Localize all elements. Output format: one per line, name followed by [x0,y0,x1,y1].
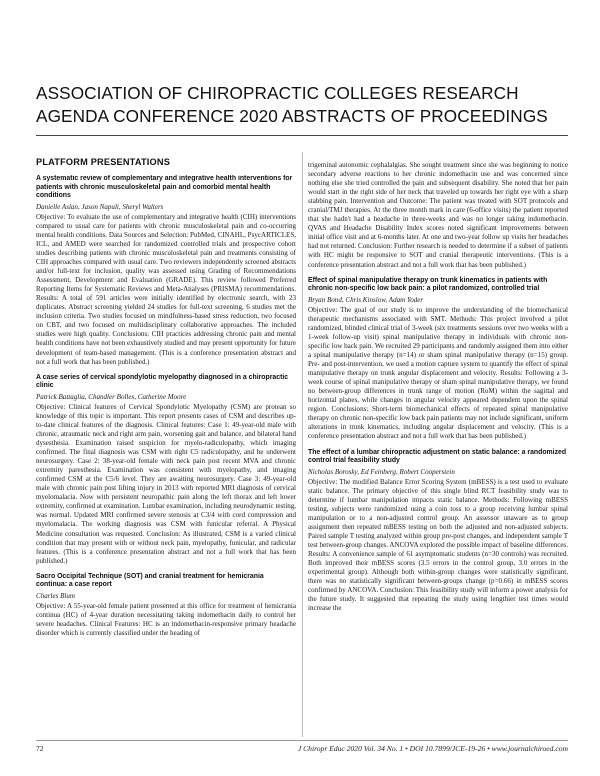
journal-citation: J Chiropr Educ 2020 Vol. 34 No. 1 • DOI 10.7899/JCE-19-26 • www.journalchiroed.com [297,744,568,753]
abstract-title: Sacro Occipital Technique (SOT) and cranial treatment for hemicrania continua: a case report [36,572,264,589]
abstract-title: The effect of a lumbar chiropractic adjustment on static balance: a randomized control trial feasibility study [308,448,567,465]
abstract-authors: Bryan Bond, Chris Kinslow, Adam Yoder [308,295,424,304]
section-heading: PLATFORM PRESENTATIONS [36,157,171,167]
abstract-authors: Charles Blum [36,591,75,600]
footer-rule [36,740,568,741]
abstract-body: Objective: A 55-year-old female patient presented at this office for treatment of hemicrania continua (HC) of 4-year duration necessitating taking indomethacin daily to control her severe headaches. Clinical Features: HC is an indomethacin-responsive primary headache disorder which is currently classified under the heading of [36,601,296,638]
abstract-body: Objective: The modified Balance Error Scoring System (mBESS) is a test used to evaluate static balance. The primary objective of this single blind RCT feasibility study was to determine if lumbar manipulation impacts static balance. Methods: Following mBESS testing, subjects were randomized using a coin toss to a group receiving lumbar spinal manipulation or to a non-adjusted control group. An assessor unaware as to group assignment then repeated mBESS testing on both the adjusted and non-adjusted subjects. Paired sample T testing analyzed within group pre-post changes, and independent sample T test between-group changes. ANCOVA explored the possible impact of baseline differences. Results: A convenience sample of 61 asymptomatic students (n=30 controls) was recruited. Both improved their mBESS scores (3.5 errors in the control group, 3.0 errors in the experimental group). Although both within-group changes were statistically significant, there was no statistically significant between-groups change (p=0.66) in mBESS scores confirmed by ANCOVA. Conclusion: This feasibility study will inform a power analysis for the future study. It suggested that repeating the study using lengthier test times would increase the [308,477,568,613]
abstract-body: Objective: Clinical features of Cervical Spondylotic Myelopathy (CSM) are protean so knowledge of this topic is important. This report presents cases of CSM and describes up-to-date clinical features of the diagnosis. Clinical features: Case 1: 49-year-old male with chronic, atraumatic neck and right arm pain, worsening gait and balance, and bilateral hand dysesthesia. Examination raised suspicion for myelo-radiculopathy, which imaging confirmed. The final diagnosis was CSM with right C5 radiculopathy, and he underwent neurosurgery. Case 2: 38-year-old female with neck pain post recent MVA and chronic extremity paresthesia. Examination was consistent with myelopathy, and imaging confirmed CSM at the C5/6 level. They are awaiting neurosurgery. Case 3: 49-year-old male with chronic pain post lifting injury in 2013 with reported MRI diagnosis of cervical myelomalacia. Now with persistent neuropathic pain along the left thorax and left lower extremity, confirmed at examination. Lumbar examination, including neurodynamic testing, was normal. Updated MRI confirmed severe stenosis at C3/4 with cord compression and myelomalacia. The working diagnosis was CSM with funicular referral. A Physical Medicine consultation was requested. Conclusion: As illustrated, CSM is a varied clinical condition that may present with or without neck pain, myelopathy, funicular, and radicular features. (This is a conference presentation abstract and not a full work that has been published.) [36,402,296,565]
abstract-body: Objective: The goal of our study is to improve the understanding of the biomechanical therapeutic mechanisms associated with SMT. Methods: This project involved a pilot randomized, blinded clinical trial of 3-week (six treatments sessions over two weeks with a 1-week follow-up visit) spinal manipulative therapy in individuals with chronic non-specific low back pain. We recruited 29 participants and randomly assigned them into either a spinal manipulative therapy (n=14) or sham spinal manipulative therapy (n=15) group. Pre- and post-intervention, we used a motion capture system to quantify the effect of spinal manipulative therapy on trunk angular displacement and velocity. Results: Following a 3-week course of spinal manipulative therapy or sham spinal manipulative therapy, we found no between-group differences in trunk range of motion (RoM) within the sagittal and horizontal planes, while changes in angular velocity appeared dependent upon the spinal region. Conclusions: Short-term biomechanical effects of repeated spinal manipulative therapy on chronic non-specific low back pain patients may not include significant, uniform alterations in trunk kinematics, including angular displacement and velocity. (This is a conference presentation abstract and not a full work that has been published.) [308,305,568,441]
abstract [308,449,568,614]
abstract [36,573,296,638]
page-title: ASSOCIATION OF CHIROPRACTIC COLLEGES RESEARCH AGENDA CONFERENCE 2020 ABSTRACTS OF PROCEEDINGS [36,83,548,126]
page-footer [36,744,568,756]
column-divider [302,152,303,737]
left-column [36,175,296,737]
abstract-continuation [308,161,568,270]
abstract-authors: Danielle Aslan, Jason Napuli, Sheryl Walters [36,202,164,211]
abstract-body: Objective: To evaluate the use of complementary and integrative health (CIH) interventions compared to usual care for patients with chronic musculoskeletal pain and co-occurring mental health conditions. Data Sources and Selection: PubMed, CINAHL, PsycARTICLES, ICL, and AMED were searched for randomized controlled trials and prospective cohort studies describing patients with chronic musculoskeletal pain and treatments consisting of CIH approaches compared with usual care. Two reviewers independently screened abstracts and/or full-text for inclusion, quality was assessed using Grading of Recommendations Assessment, Development and Evaluation (GRADE). This review followed Preferred Reporting Items for Systematic Reviews and Meta-Analyses (PRISMA) recommendations. Results: A total of 591 articles were initially identified by electronic search, with 23 duplicates. Abstract screening yielded 24 studies for full-text screening, 6 studies met the inclusion criteria. Two studies focused on mindfulness-based stress reduction, two focused on CBT, and two focused on multidisciplinary collaborative approaches. The included studies were high quality. Conclusions: CIH practices addressing chronic pain and mental health conditions have not been exhaustively studied and may present opportunity for future development of team-based management. (This is a conference presentation abstract and not a full work that has been published.) [36,212,296,366]
page-number: 72 [36,744,44,753]
abstract-body: trigeminal autonomic cephalalgias. She sought treatment since she was beginning to notice secondary adverse reactions to her chronic indomethacin use and was concerned since nothing else she tried controlled the pain and subsequent disability. She noted that her pain would start in the right side of her neck that traveled up towards her right eye with a sharp stabbing pain. Intervention and Outcome: The patient was treated with SOT protocols and cranial/TMJ therapies. At the three month mark in care (6-office visits) the patient reported that she hadn't had a headache in three-weeks and was no longer taking indomethacin. QVAS and Headache Disability Index scores noted significant improvements between initial office visit and at 6-months later. At one and two-year follow up visits her headaches had not returned. Conclusion: Further research is needed to determine if a subset of patients with HC might be responsive to SOT and cranial therapeutic interventions. (This is a conference presentation abstract and not a full work that has been published.) [308,161,568,269]
abstract-title: Effect of spinal manipulative therapy on trunk kinematics in patients with chronic non-specific low back pain: a pilot randomized, controlled trial [308,276,548,293]
header-rule [36,135,568,136]
abstract-title: A case series of cervical spondylotic myelopathy diagnosed in a chiropractic clinic [36,373,289,390]
abstract-authors: Nicholas Borosky, Ed Feinberg, Robert Cooperstein [308,467,455,476]
right-column [308,161,568,737]
abstract-authors: Patrick Battaglia, Chandler Bolles, Catherine Moore [36,392,187,401]
abstract-title: A systematic review of complementary and integrative health interventions for patients with chronic musculoskeletal pain and comorbid mental health conditions [36,175,293,200]
abstract [36,175,296,367]
abstract [36,374,296,566]
abstract [308,277,568,442]
